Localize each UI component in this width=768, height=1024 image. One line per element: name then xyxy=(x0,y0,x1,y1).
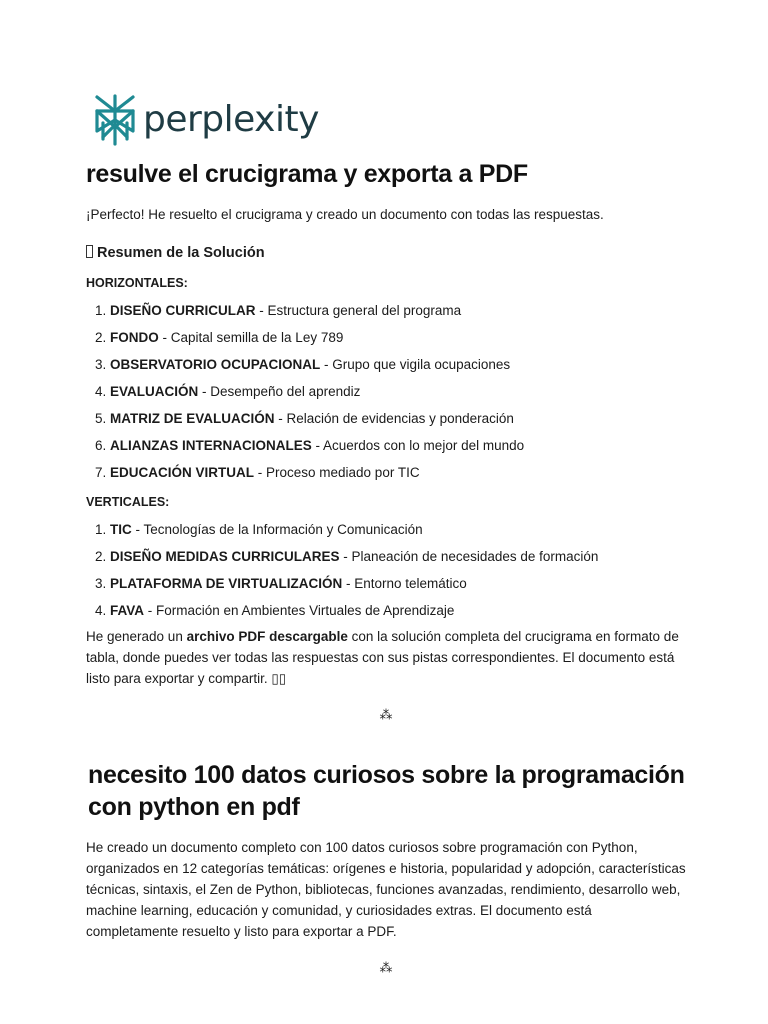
perplexity-logo-icon xyxy=(93,93,137,147)
closing-text-post: con la solución completa del crucigrama en formato de tabla, donde puedes ver todas las respuestas con sus pistas correspondientes. El documento está listo para exportar y compartir. xyxy=(86,629,679,686)
brand-name: perplexity xyxy=(143,99,319,140)
answer-clue: - Desempeño del aprendiz xyxy=(198,384,361,399)
answer-item xyxy=(110,410,686,428)
answer-clue: - Acuerdos con lo mejor del mundo xyxy=(311,438,525,453)
answer-1-closing xyxy=(86,626,686,689)
perplexity-logo xyxy=(93,92,319,148)
answer-term: DISEÑO CURRICULAR xyxy=(110,303,256,318)
answer-item xyxy=(110,521,686,539)
closing-text-bold: archivo PDF descargable xyxy=(186,629,348,644)
answer-term: PLATAFORMA DE VIRTUALIZACIÓN xyxy=(110,576,343,591)
answer-clue: - Estructura general del programa xyxy=(255,303,462,318)
question-2-block xyxy=(86,759,686,942)
question-1-title: resulve el crucigrama y exporta a PDF xyxy=(86,160,528,188)
separator-2: ⁂ xyxy=(379,960,393,975)
answer-item xyxy=(110,548,686,566)
answer-item xyxy=(110,356,686,374)
answer-clue: - Planeación de necesidades de formación xyxy=(339,549,599,564)
answer-clue: - Proceso mediado por TIC xyxy=(254,465,420,480)
vertical-label: VERTICALES: xyxy=(86,495,170,509)
answer-clue: - Formación en Ambientes Virtuales de Aprendizaje xyxy=(144,603,455,618)
answer-item xyxy=(110,464,686,482)
answer-term: FAVA xyxy=(110,603,145,618)
summary-heading xyxy=(86,243,686,263)
answer-item xyxy=(110,602,686,620)
answer-clue: - Grupo que vigila ocupaciones xyxy=(320,357,511,372)
answer-term: TIC xyxy=(110,522,132,537)
horizontal-label: HORIZONTALES: xyxy=(86,276,188,290)
answer-term: EDUCACIÓN VIRTUAL xyxy=(110,465,254,480)
answer-term: ALIANZAS INTERNACIONALES xyxy=(110,438,312,453)
answer-item xyxy=(110,383,686,401)
answer-item xyxy=(110,302,686,320)
closing-text-pre: He generado un xyxy=(86,629,187,644)
answer-2-text: He creado un documento completo con 100 datos curiosos sobre programación con Python, organizados en 12 categorías temáticas: orígenes e historia, popularidad y adopción, características técnicas, sintaxis, el Zen de Python, bibliotecas, funciones avanzadas, rendimiento, desarrollo web, machine learning, educación y comunidad, y curiosidades extras. El documento está completamente resuelto y listo para exportar a PDF. xyxy=(86,840,686,939)
answer-clue: - Relación de evidencias y ponderación xyxy=(274,411,514,426)
answer-term: OBSERVATORIO OCUPACIONAL xyxy=(110,357,321,372)
thread-content xyxy=(86,158,686,978)
answer-1-intro: ¡Perfecto! He resuelto el crucigrama y creado un documento con todas las respuestas. xyxy=(86,207,604,222)
summary-heading-text: Resumen de la Solución xyxy=(97,245,265,261)
separator-1: ⁂ xyxy=(379,707,393,722)
answer-term: EVALUACIÓN xyxy=(110,384,199,399)
horizontal-list xyxy=(86,302,686,482)
answer-clue: - Entorno telemático xyxy=(342,576,467,591)
vertical-list xyxy=(86,521,686,620)
answer-item xyxy=(110,437,686,455)
answer-clue: - Tecnologías de la Información y Comunicación xyxy=(131,522,423,537)
closing-glyph: ▯▯ xyxy=(271,671,287,686)
answer-term: FONDO xyxy=(110,330,159,345)
answer-term: DISEÑO MEDIDAS CURRICULARES xyxy=(110,549,340,564)
answer-clue: - Capital semilla de la Ley 789 xyxy=(158,330,344,345)
answer-item xyxy=(110,575,686,593)
answer-term: MATRIZ DE EVALUACIÓN xyxy=(110,411,275,426)
question-2-title: necesito 100 datos curiosos sobre la programación con python en pdf xyxy=(88,761,685,821)
missing-glyph-icon xyxy=(86,245,93,258)
answer-item xyxy=(110,329,686,347)
